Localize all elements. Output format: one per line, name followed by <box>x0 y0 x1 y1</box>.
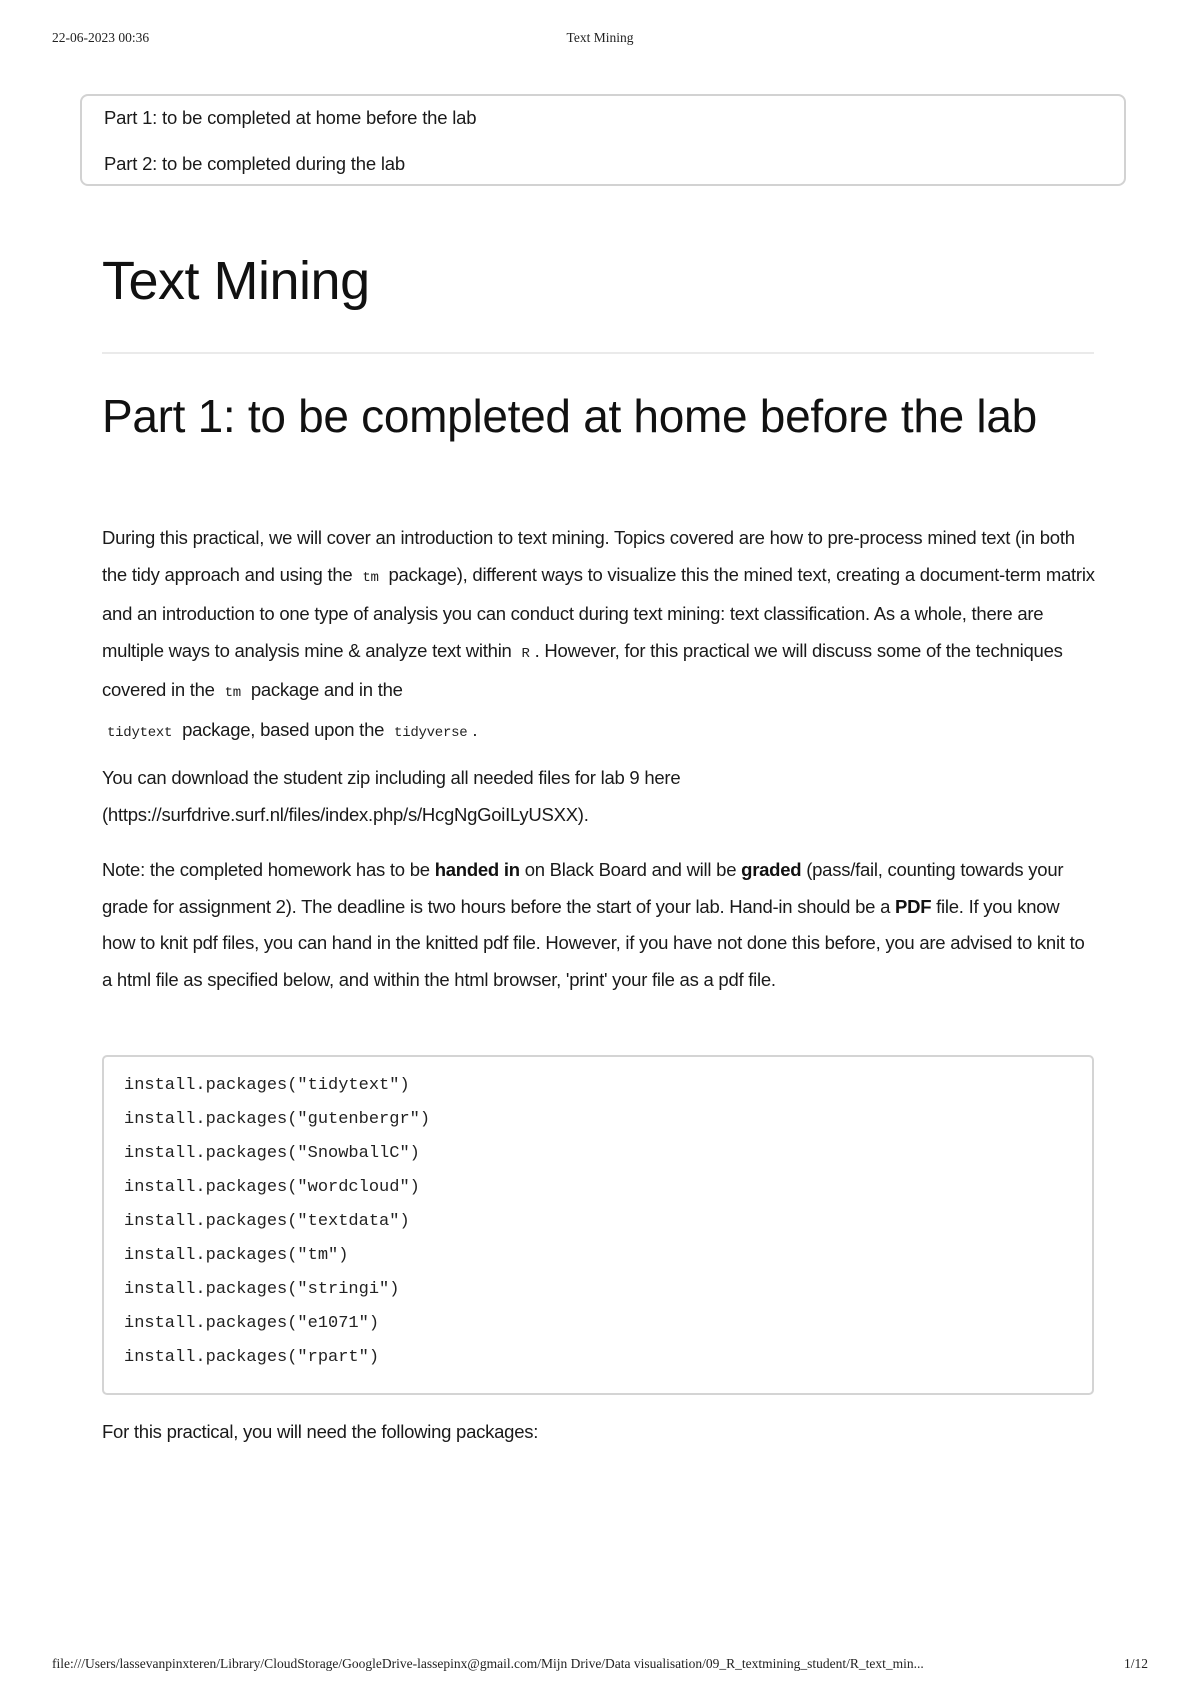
print-datetime: 22-06-2023 00:36 <box>52 30 150 45</box>
print-footer <box>52 1656 1148 1676</box>
print-page-number: 1/12 <box>1123 1656 1148 1671</box>
print-file-url: file:///Users/lassevanpinxteren/Library/CloudStorage/GoogleDrive-lassepinx@gmail.com/Mijn Drive/Data visualisation/09_R_textmining_student/R_text_min... <box>52 1656 924 1671</box>
code-line: install.packages("textdata") <box>124 1212 410 1231</box>
toc-link-part2[interactable]: Part 2: to be completed during the lab <box>104 153 405 174</box>
code-line: install.packages("stringi") <box>124 1280 400 1299</box>
emphasis-pdf: PDF <box>895 895 932 917</box>
inline-code-tidyverse: tidyverse <box>394 724 468 741</box>
emphasis-handed-in: handed in <box>434 859 520 880</box>
emphasis-graded: graded <box>741 859 802 880</box>
inline-code-tidytext: tidytext <box>107 724 173 741</box>
download-text: You can download the student zip including all needed files for lab 9 here <box>102 767 681 788</box>
section-heading-part1: Part 1: to be completed at home before the lab <box>102 390 1037 442</box>
code-line: install.packages("e1071") <box>124 1314 380 1333</box>
toc-link-part1[interactable]: Part 1: to be completed at home before the lab <box>104 107 477 128</box>
download-link[interactable]: (https://surfdrive.surf.nl/files/index.php/s/HcgNgGoiILyUSXX). <box>102 803 589 825</box>
intro-paragraph: During this practical, we will cover an introduction to text mining. Topics covered are how to pre-process mined text (in both the tidy approach and using the tm package), different ways to visualize this the mined text, creating a document-term matrix and an introduction to one type of analysis you can conduct during text mining: text classification. As a whole, there are multiple ways to analysis mine & analyze text within R . However, for this practical we will discuss some of the techniques covered in the tm package and in the tidytext package, based upon the tidyverse . <box>102 527 1095 741</box>
code-line: install.packages("SnowballC") <box>124 1144 420 1163</box>
note-paragraph: Note: the completed homework has to be handed in on Black Board and will be graded (pass/fail, counting towards your grade for assignment 2). The deadline is two hours before the start of your lab. Hand-in should be a PDF file. If you know how to knit pdf files, you can hand in the knitted pdf file. However, if you have not done this before, you are advised to knit to a html file as specified below, and within the html browser, 'print' your file as a pdf file. <box>102 859 1085 990</box>
packages-intro-paragraph: For this practical, you will need the following packages: <box>102 1421 539 1442</box>
title-divider <box>102 352 1094 354</box>
inline-code-r: R <box>521 645 530 662</box>
table-of-contents <box>80 94 1126 186</box>
inline-code-tm: tm <box>224 685 241 702</box>
code-line: install.packages("tm") <box>124 1246 349 1265</box>
download-paragraph <box>102 760 1096 833</box>
code-block-install-packages <box>102 1055 1094 1395</box>
print-title: Text Mining <box>566 30 634 45</box>
code-line: install.packages("tidytext") <box>124 1076 410 1095</box>
code-line: install.packages("rpart") <box>124 1348 380 1367</box>
inline-code-tm: tm <box>362 569 379 586</box>
code-line: install.packages("wordcloud") <box>124 1178 420 1197</box>
code-line: install.packages("gutenbergr") <box>124 1110 431 1129</box>
page-title: Text Mining <box>102 251 370 311</box>
print-header <box>52 30 1148 50</box>
